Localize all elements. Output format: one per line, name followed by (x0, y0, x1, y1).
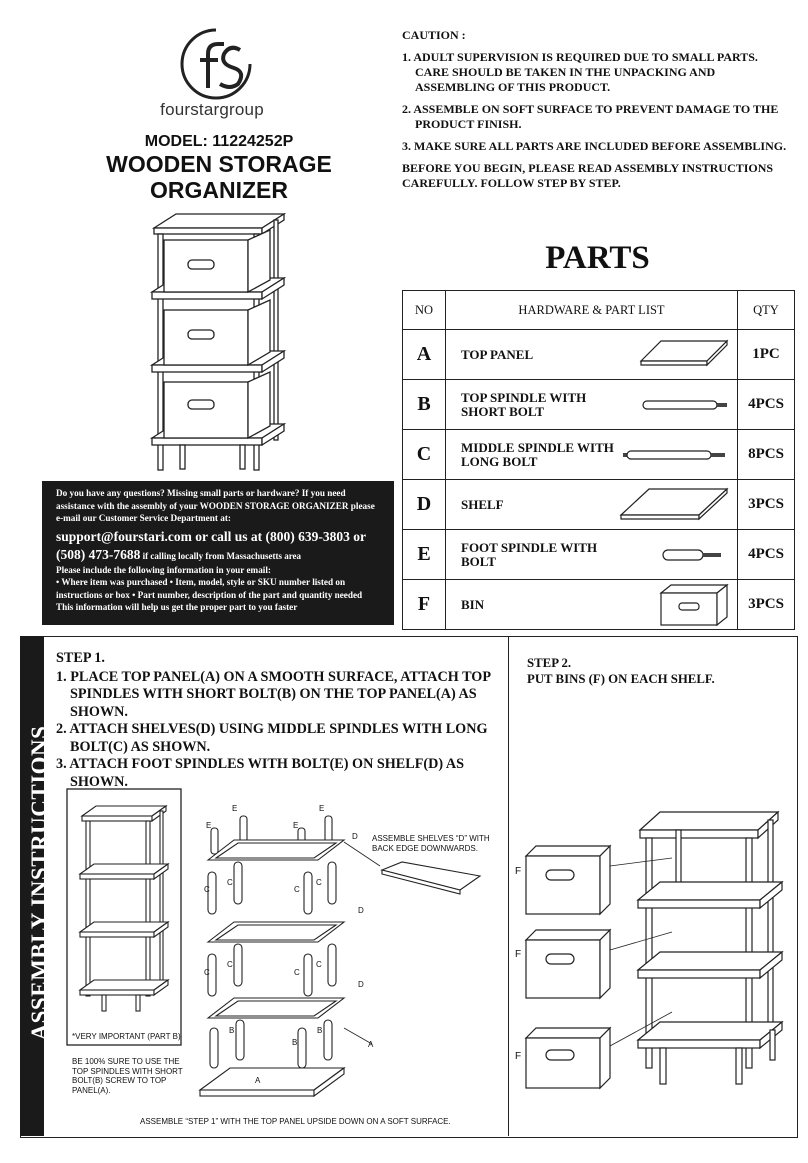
step1-heading: STEP 1. (56, 650, 105, 666)
part-name: BIN (461, 596, 485, 612)
label-b: B (229, 1026, 235, 1035)
label-b: B (292, 1038, 298, 1047)
label-f: F (515, 866, 522, 877)
step1-item: 1. PLACE TOP PANEL(A) ON A SMOOTH SURFACE, ATTACH TOP SPINDLES WITH SHORT BOLT(B) ON THE TOP PANEL(A) AS SHOWN. (56, 668, 491, 720)
part-name: TOP SPINDLE WITH SHORT BOLT (461, 389, 587, 419)
part-no: D (403, 480, 446, 530)
title-line-1: WOODEN STORAGE (106, 151, 332, 177)
label-d: D (358, 980, 364, 989)
part-qty: 3PCS (738, 580, 795, 630)
very-important-note: *VERY IMPORTANT (PART B) (72, 1032, 181, 1041)
step-divider (508, 636, 509, 1136)
label-a: A (255, 1076, 261, 1085)
contact-email-phone: support@fourstari.com or call us at (800) 639-3803 or (56, 528, 367, 544)
bin-icon (657, 583, 729, 627)
label-d: D (352, 832, 358, 841)
label-c: C (227, 960, 233, 969)
label-c: C (204, 968, 210, 977)
product-title (84, 151, 354, 203)
label-e: E (293, 821, 299, 830)
model-number: MODEL: 11224252P (144, 133, 294, 150)
parts-row-c (403, 430, 795, 480)
part-name: MIDDLE SPINDLE WITH LONG BOLT (461, 439, 614, 469)
part-no: F (403, 580, 446, 630)
label-a: A (368, 1040, 374, 1049)
step2-illustration (520, 800, 790, 1090)
parts-table (402, 290, 795, 630)
step2-heading: STEP 2. (527, 656, 572, 670)
header-no: NO (403, 291, 446, 330)
assembly-side-label: ASSEMBLY INSTRUCTIONS (27, 725, 52, 1041)
label-c: C (204, 885, 210, 894)
part-name: SHELF (461, 496, 504, 512)
part-desc (446, 330, 738, 380)
label-e: E (319, 804, 325, 813)
part-desc (446, 480, 738, 530)
part-qty: 8PCS (738, 430, 795, 480)
contact-phone-line (56, 546, 384, 564)
label-d: D (358, 906, 364, 915)
parts-row-d (403, 480, 795, 530)
part-name: FOOT SPINDLE WITH BOLT (461, 539, 598, 569)
label-f: F (515, 949, 522, 960)
caution-item: 1. ADULT SUPERVISION IS REQUIRED DUE TO SMALL PARTS. CARE SHOULD BE TAKEN IN THE UNPACKING AND ASSEMBLING OF THIS PRODUCT. (402, 50, 758, 94)
part-no: A (403, 330, 446, 380)
contact-phone-note: if calling locally from Massachusetts area (140, 550, 302, 561)
short-spindle-icon (639, 398, 729, 412)
label-e: E (206, 821, 212, 830)
label-e: E (232, 804, 238, 813)
step2-text: PUT BINS (F) ON EACH SHELF. (527, 672, 715, 686)
assemble-shelves-note: ASSEMBLE SHELVES “D” WITH BACK EDGE DOWNWARDS. (372, 834, 490, 853)
label-c: C (294, 968, 300, 977)
title-line-2: ORGANIZER (150, 177, 288, 203)
part-qty: 4PCS (738, 530, 795, 580)
fourstar-logo (178, 26, 254, 102)
contact-include: Please include the following information in your email: (56, 564, 271, 575)
part-no: E (403, 530, 446, 580)
part-name: TOP PANEL (461, 346, 534, 362)
step1-instructions (56, 650, 506, 791)
label-b: B (317, 1026, 323, 1035)
caution-section (402, 28, 794, 191)
be-sure-note: BE 100% SURE TO USE THE TOP SPINDLES WITH SHORT BOLT(B) SCREW TO TOP PANEL(A). (72, 1057, 183, 1095)
bottom-assembly-note: ASSEMBLE “STEP 1” WITH THE TOP PANEL UPSIDE DOWN ON A SOFT SURFACE. (140, 1117, 451, 1126)
part-desc (446, 530, 738, 580)
part-no: C (403, 430, 446, 480)
shelf-icon (619, 485, 729, 525)
label-c: C (294, 885, 300, 894)
part-qty: 1PC (738, 330, 795, 380)
label-c: C (316, 960, 322, 969)
part-desc (446, 430, 738, 480)
label-f: F (515, 1051, 522, 1062)
label-c: C (227, 878, 233, 887)
part-qty: 3PCS (738, 480, 795, 530)
brand-name: fourstargroup (160, 100, 264, 119)
before-you-begin: BEFORE YOU BEGIN, PLEASE READ ASSEMBLY INSTRUCTIONS CAREFULLY. FOLLOW STEP BY STEP. (402, 161, 774, 190)
header-qty: QTY (738, 291, 795, 330)
caution-item: 3. MAKE SURE ALL PARTS ARE INCLUDED BEFORE ASSEMBLING. (402, 139, 787, 153)
parts-row-b (403, 380, 795, 430)
parts-row-e (403, 530, 795, 580)
contact-details: • Where item was purchased • Item, model, style or SKU number listed on instructions or box • Part number, description of the part and quantity needed (56, 577, 363, 600)
parts-title: PARTS (545, 240, 650, 276)
label-c: C (316, 878, 322, 887)
part-desc (446, 380, 738, 430)
top-panel-icon (639, 339, 729, 371)
foot-spindle-icon (659, 547, 729, 563)
caution-item: 2. ASSEMBLE ON SOFT SURFACE TO PREVENT DAMAGE TO THE PRODUCT FINISH. (402, 102, 779, 131)
step1-item: 3. ATTACH FOOT SPINDLES WITH BOLT(E) ON SHELF(D) AS SHOWN. (56, 756, 464, 790)
contact-closing: This information will help us get the proper part to you faster (56, 602, 298, 612)
step2-instructions (527, 655, 787, 687)
parts-row-f (403, 580, 795, 630)
customer-service-box (42, 481, 394, 625)
contact-intro: Do you have any questions? Missing small parts or hardware? If you need assistance with the assembly of your WOODEN STORAGE ORGANIZER please e-mail our Customer Service Department at: (56, 488, 375, 523)
contact-phone-local: (508) 473-7688 (56, 546, 141, 562)
caution-heading: CAUTION : (402, 28, 466, 42)
header-list: HARDWARE & PART LIST (446, 291, 738, 330)
step1-item: 2. ATTACH SHELVES(D) USING MIDDLE SPINDLES WITH LONG BOLT(C) AS SHOWN. (56, 721, 488, 755)
long-spindle-icon (621, 448, 729, 462)
assembled-frame-illustration (66, 788, 182, 1046)
part-no: B (403, 380, 446, 430)
product-illustration (148, 210, 290, 472)
part-desc (446, 580, 738, 630)
caution-list (402, 50, 794, 154)
parts-row-a (403, 330, 795, 380)
part-qty: 4PCS (738, 380, 795, 430)
parts-header-row (403, 291, 795, 330)
